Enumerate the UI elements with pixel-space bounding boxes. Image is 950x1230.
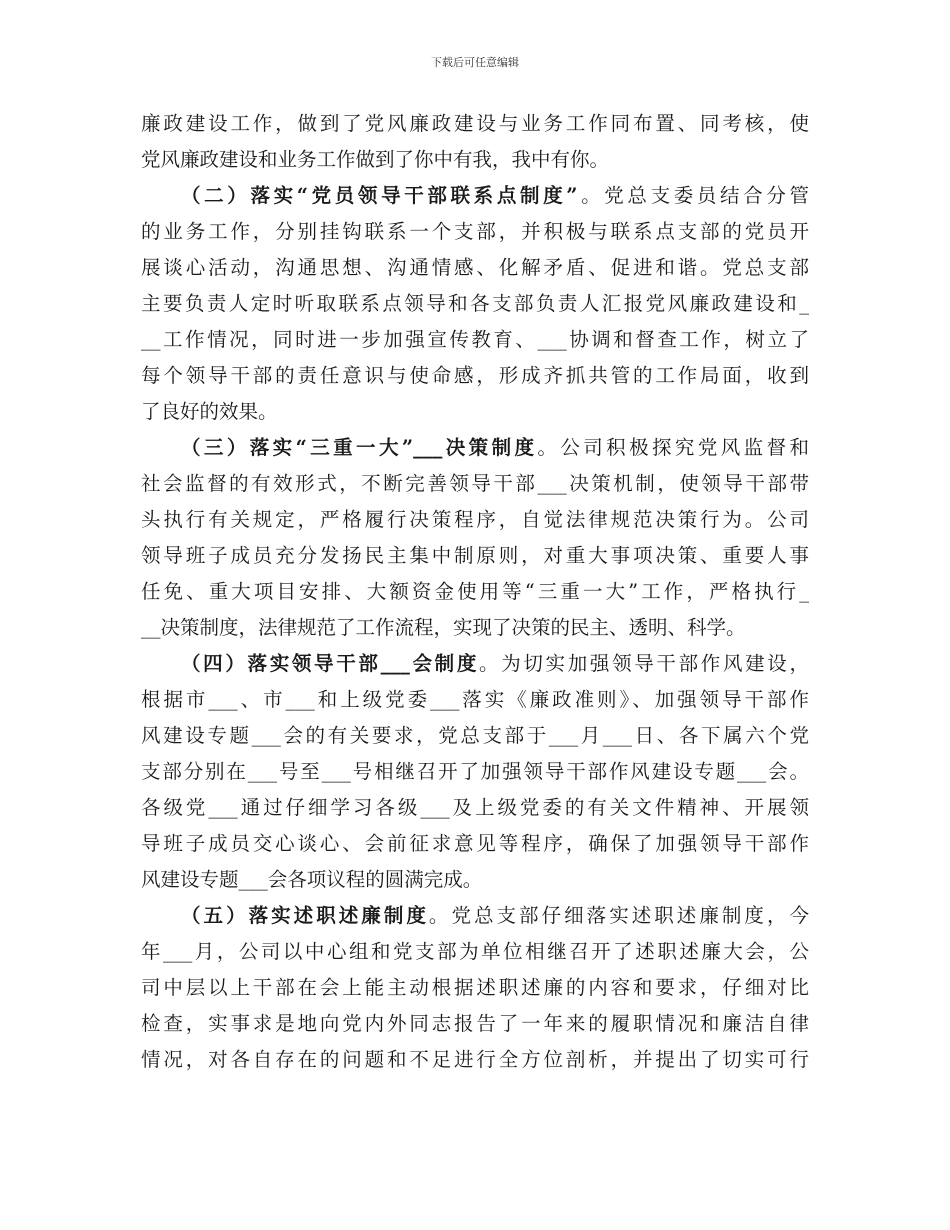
page-header: 下载后可任意编辑 [431,56,519,69]
paragraph [141,430,809,646]
text-line [141,502,809,538]
body-text: 展谈心活动，沟通思想、沟通情感、化解矛盾、促进和谐。党总支部 [141,256,809,279]
body-text: 头执行有关规定，严格履行决策程序，自觉法律规范决策行为。公司 [141,508,809,531]
section-heading: （二）落实“党员领导干部联系点制度” [181,184,578,207]
body-text: 导班子成员交心谈心、会前征求意见等程序，确保了加强领导干部作 [141,832,809,855]
body-text: 每个领导干部的责任意识与使命感，形成齐抓共管的工作局面，收到 [141,364,809,387]
paragraph [141,898,809,1078]
paragraph [141,646,809,898]
body-text: 了良好的效果。 [141,400,278,423]
body-text: 的业务工作，分别挂钩联系一个支部，并积极与联系点支部的党员开 [141,220,809,243]
text-line [141,970,809,1006]
text-line [141,934,809,970]
body-text: 年___月，公司以中心组和党支部为单位相继召开了述职述廉大会，公 [141,940,809,963]
body-text: 检查，实事求是地向党内外同志报告了一年来的履职情况和廉洁自律 [141,1012,809,1035]
section-heading: （四）落实领导干部___会制度 [181,652,480,675]
text-line [141,466,809,502]
text-line [141,322,809,358]
text-line [141,790,809,826]
text-line [141,1006,809,1042]
text-line [141,574,809,610]
section-heading: （三）落实“三重一大”___决策制度 [181,436,538,459]
text-line [141,358,809,394]
body-text: 廉政建设工作，做到了党风廉政建设与业务工作同布置、同考核，使 [141,112,809,135]
text-line [141,430,809,466]
body-text: 。公司积极探究党风监督和 [537,436,809,459]
document-body [141,106,809,1078]
body-text: 社会监督的有效形式，不断完善领导干部___决策机制，使领导干部带 [141,472,809,495]
text-line [141,250,809,286]
text-line [141,646,809,682]
text-line [141,826,809,862]
body-text: 任免、重大项目安排、大额资金使用等“三重一大”工作，严格执行_ [141,580,809,603]
body-text: __决策制度，法律规范了工作流程，实现了决策的民主、透明、科学。 [141,616,746,639]
section-heading: （五）落实述职述廉制度 [181,904,429,927]
body-text: 风建设专题___会的有关要求，党总支部于___月___日、各下属六个党 [141,724,809,747]
text-line [141,538,809,574]
paragraph [141,178,809,430]
text-line [141,862,809,898]
body-text: 根据市___、市___和上级党委___落实《廉政准则》、加强领导干部作 [141,688,809,711]
text-line [141,898,809,934]
text-line [141,214,809,250]
text-line [141,178,809,214]
body-text: 司中层以上干部在会上能主动根据述职述廉的内容和要求，仔细对比 [141,976,809,999]
body-text: 。党总支部仔细落实述职述廉制度，今 [428,904,809,927]
paragraph [141,106,809,178]
text-line [141,106,809,142]
text-line [141,610,809,646]
body-text: 主要负责人定时听取联系点领导和各支部负责人汇报党风廉政建设和_ [141,292,809,315]
body-text: 情况，对各自存在的问题和不足进行全方位剖析，并提出了切实可行 [141,1048,809,1071]
text-line [141,754,809,790]
text-line [141,142,809,178]
text-line [141,394,809,430]
text-line [141,286,809,322]
body-text: 领导班子成员充分发扬民主集中制原则，对重大事项决策、重要人事 [141,544,809,567]
body-text: 。为切实加强领导干部作风建设， [479,652,809,675]
text-line [141,1042,809,1078]
text-line [141,718,809,754]
text-line [141,682,809,718]
body-text: 各级党___通过仔细学习各级___及上级党委的有关文件精神、开展领 [141,796,809,819]
body-text: 。党总支委员结合分管 [577,184,809,207]
body-text: 支部分别在___号至___号相继召开了加强领导干部作风建设专题___会。 [141,760,809,783]
body-text: 风建设专题___会各项议程的圆满完成。 [141,868,483,891]
body-text: 党风廉政建设和业务工作做到了你中有我，我中有你。 [141,148,610,171]
body-text: __工作情况，同时进一步加强宣传教育、___协调和督查工作，树立了 [141,328,809,351]
